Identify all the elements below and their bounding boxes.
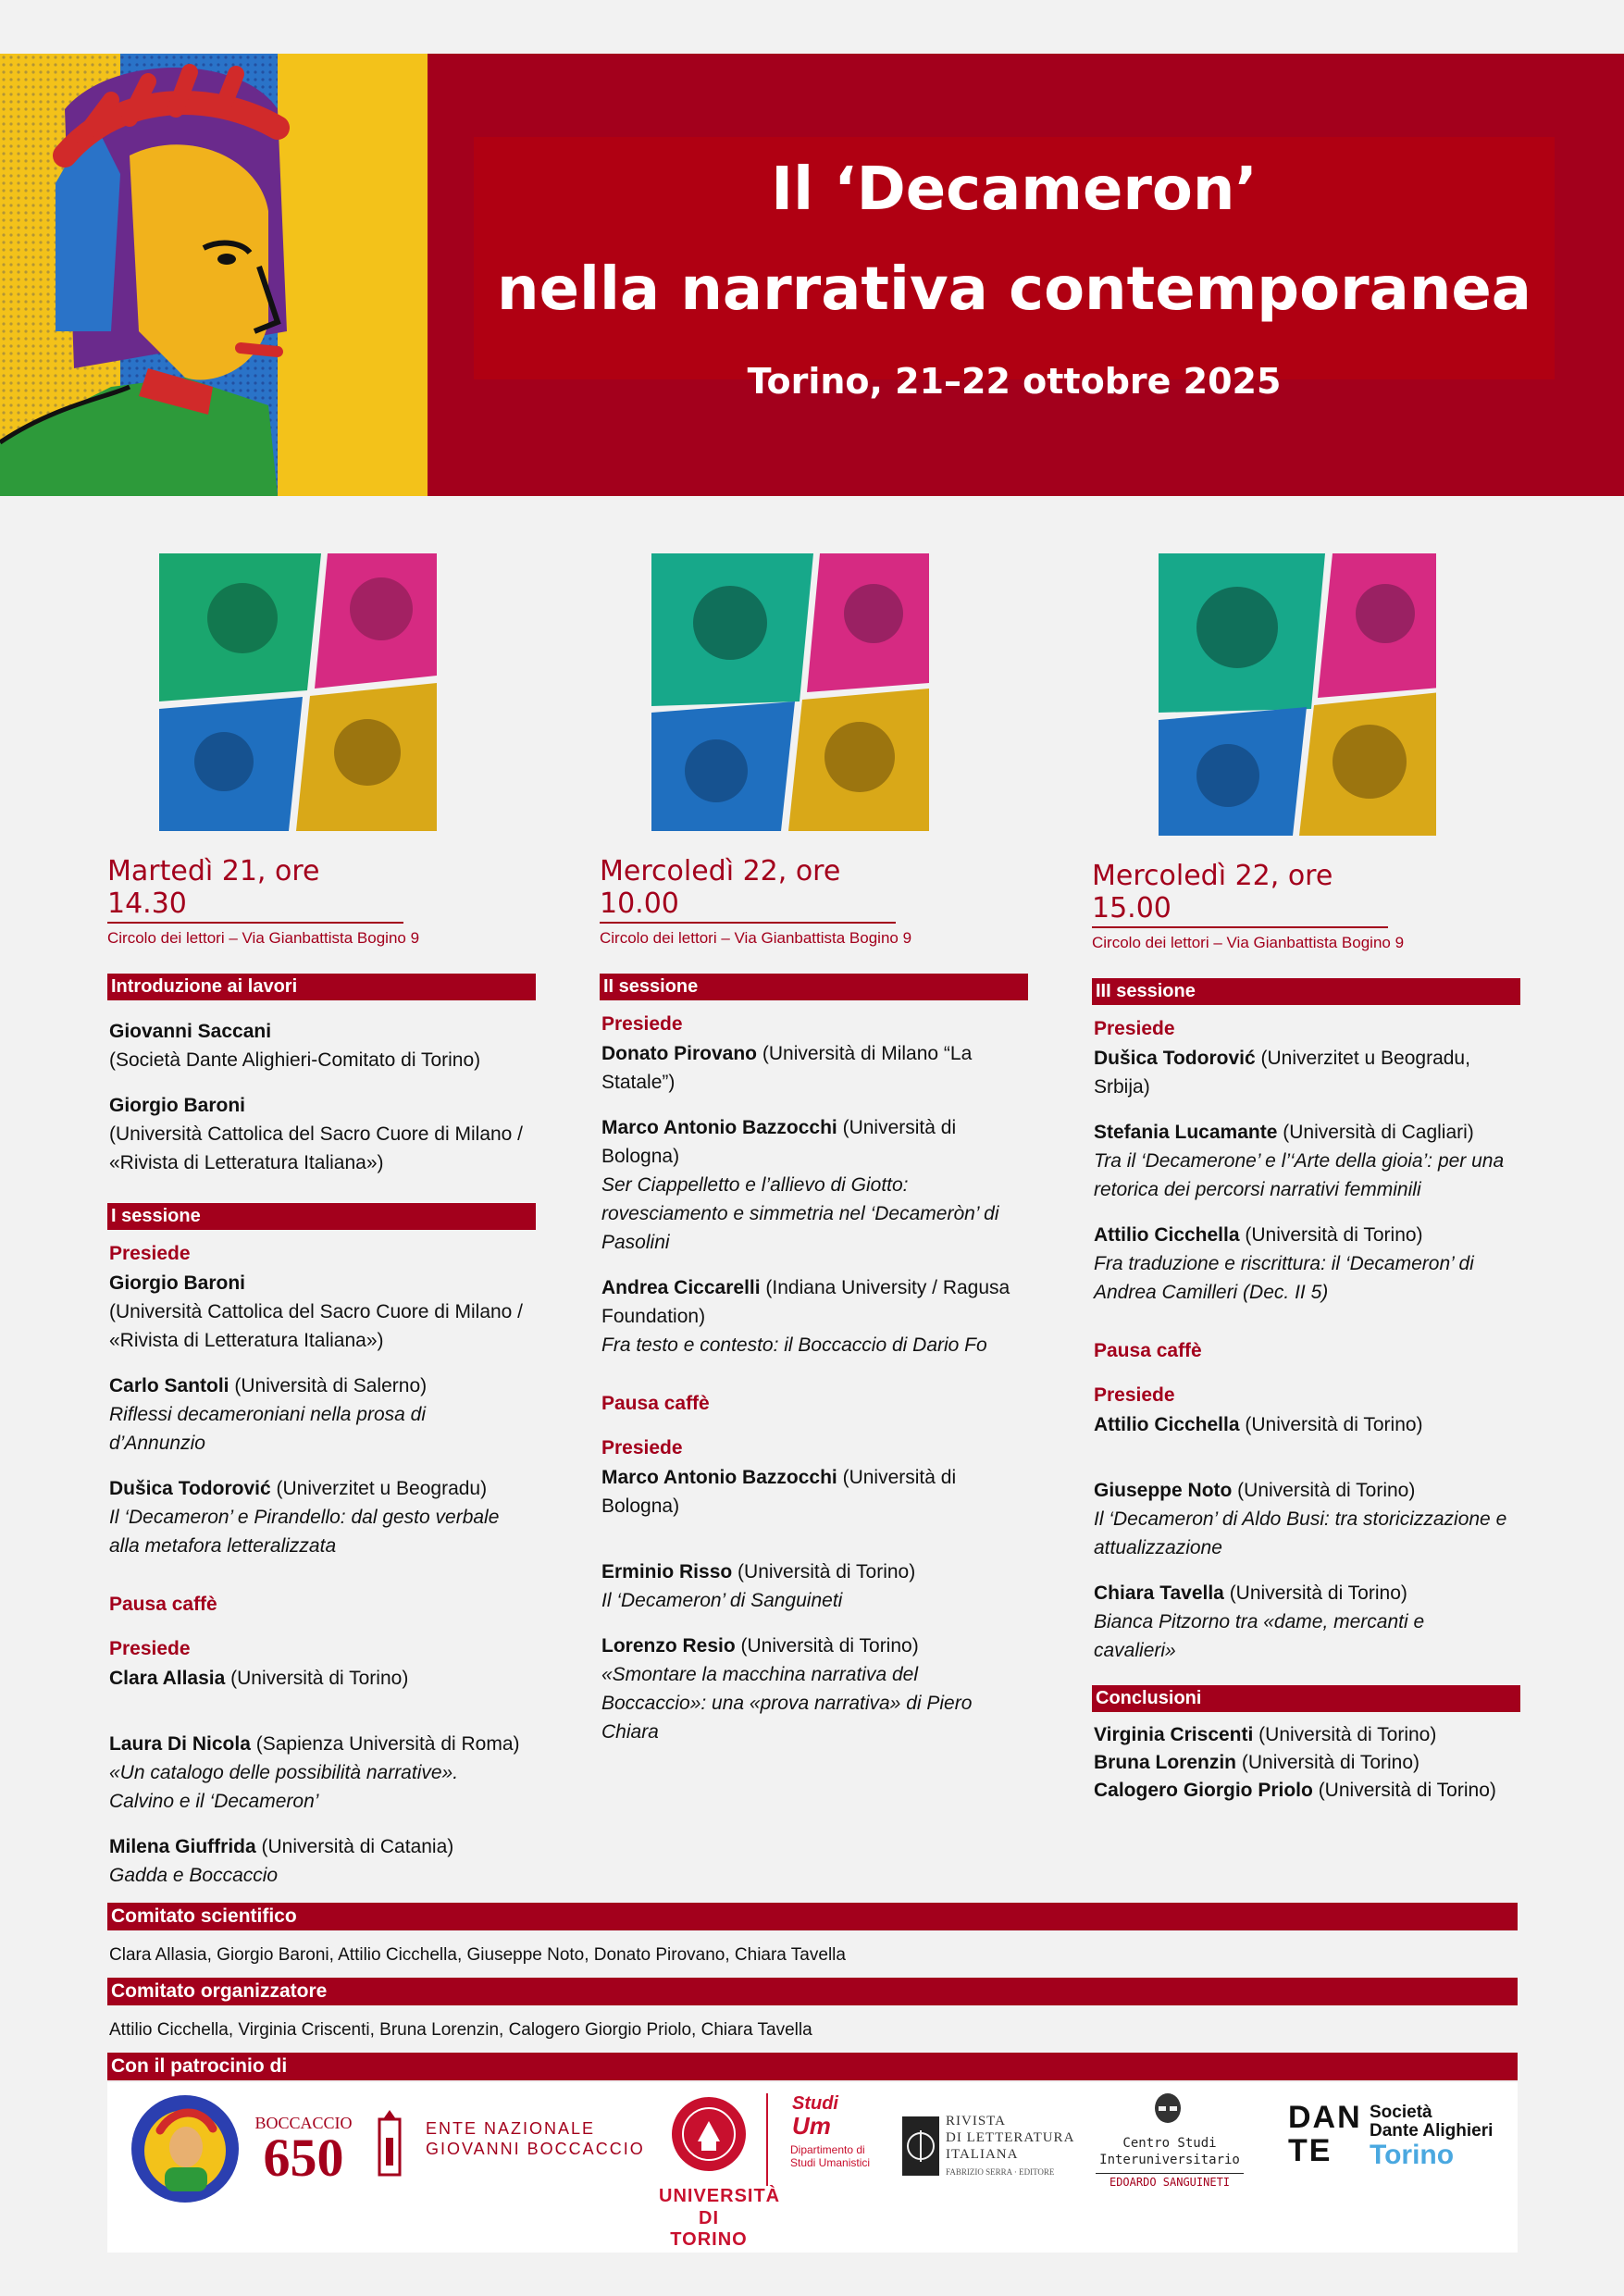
speaker-affiliation: (Univerzitet u Beogradu) (270, 1478, 488, 1499)
speaker-affiliation: (Università di Torino) (1236, 1752, 1420, 1773)
patrocinio-bar: Con il patrocinio di (107, 2053, 1518, 2080)
speaker-name: Laura Di Nicola (109, 1733, 251, 1755)
chair-affiliation: (Università di Torino) (225, 1668, 409, 1689)
header-banner (0, 54, 1624, 496)
dante-mark-top: DAN (1288, 2100, 1362, 2135)
speaker-affiliation: (Indiana University / Ragusa Foundation) (601, 1277, 1010, 1327)
chair-affiliation: (Università di Bologna) (601, 1467, 957, 1517)
talk-title: «Un catalogo delle possibilità narrative». Calvino e il ‘Decameron’ (109, 1762, 459, 1812)
speaker-name: Calogero Giorgio Priolo (1094, 1780, 1313, 1801)
talk-title: Riflessi decameroniani nella prosa di d’Annunzio (109, 1404, 427, 1454)
chair-name: Marco Antonio Bazzocchi (601, 1467, 837, 1488)
title-box (474, 137, 1555, 379)
talk-entry (600, 1113, 1016, 1257)
sponsor-logos-strip (107, 2082, 1518, 2253)
author-photo-collage (651, 553, 929, 831)
rivista-emblem-icon (901, 2116, 940, 2177)
chair-entry (107, 1664, 524, 1693)
session-day-time: Martedì 21, ore 14.30 (107, 855, 403, 924)
speaker-name: Milena Giuffrida (109, 1836, 256, 1857)
speaker-name: Chiara Tavella (1094, 1582, 1224, 1604)
chair-entry (600, 1463, 1016, 1520)
chair-name: Clara Allasia (109, 1668, 226, 1689)
speaker-name: Marco Antonio Bazzocchi (601, 1117, 837, 1138)
speaker-name: Erminio Risso (601, 1561, 733, 1582)
talk-entry (107, 1730, 524, 1816)
talk-entry (1092, 1476, 1508, 1562)
talk-title: Ser Ciappelletto e l’allievo di Giotto: rovesciamento e simmetria nel ‘Decameròn’ di Pasolini (601, 1174, 999, 1253)
conclusion-speaker (1092, 1777, 1508, 1805)
event-subtitle: Torino, 21–22 ottobre 2025 (747, 361, 1282, 402)
presiede-label: Presiede (109, 1638, 191, 1659)
speaker-affiliation: (Università di Torino) (735, 1635, 919, 1657)
speaker-name: Carlo Santoli (109, 1375, 229, 1396)
unito-line2: DI TORINO (670, 2208, 748, 2250)
sanguineti-portrait-icon (1147, 2091, 1188, 2128)
dante-line3: Torino (1370, 2140, 1455, 2170)
speaker-affiliation: (Università di Torino) (1223, 1582, 1407, 1604)
author-photo-collage (159, 553, 437, 831)
talk-entry (1092, 1221, 1508, 1307)
pausa-caffe-label: Pausa caffè (109, 1594, 217, 1615)
session-venue: Circolo dei lettori – Via Gianbattista Bogino 9 (600, 929, 912, 947)
presiede-label: Presiede (601, 1437, 683, 1458)
rivista-line4: FABRIZIO SERRA · EDITORE (946, 2167, 1055, 2177)
speaker-name: Dušica Todorović (109, 1478, 271, 1499)
comitato-organizzatore-names: Attilio Cicchella, Virginia Criscenti, Bruna Lorenzin, Calogero Giorgio Priolo, Chiara Tavella (109, 2020, 812, 2040)
column-day1 (107, 553, 542, 1890)
session-venue: Circolo dei lettori – Via Gianbattista Bogino 9 (107, 929, 420, 947)
chair-entry (107, 1269, 524, 1355)
speaker-name: Andrea Ciccarelli (601, 1277, 761, 1298)
speaker-name: Stefania Lucamante (1094, 1122, 1278, 1143)
chair-name: Giorgio Baroni (109, 1272, 245, 1294)
talk-title: Fra traduzione e riscrittura: il ‘Decameron’ di Andrea Camilleri (Dec. II 5) (1094, 1253, 1474, 1303)
centro-line1: Centro Studi (1122, 2136, 1217, 2151)
chair-affiliation: (Università di Milano “La Statale”) (601, 1043, 973, 1093)
speaker-name: Lorenzo Resio (601, 1635, 736, 1657)
speaker-entry (107, 1017, 524, 1074)
talk-entry (107, 1832, 524, 1890)
speaker-affiliation: (Università di Catania) (255, 1836, 454, 1857)
ente-boccaccio-icon (376, 2110, 403, 2180)
speaker-affiliation: (Università di Torino) (1239, 1224, 1423, 1246)
speaker-name: Virginia Criscenti (1094, 1724, 1254, 1745)
session-day-time: Mercoledì 22, ore 15.00 (1092, 860, 1388, 928)
column-day2-morning (600, 553, 1035, 1746)
studium-line1: Studi (792, 2093, 838, 2114)
session-venue: Circolo dei lettori – Via Gianbattista Bogino 9 (1092, 934, 1405, 951)
talk-entry (107, 1474, 524, 1560)
comitato-scientifico-bar: Comitato scientifico (107, 1903, 1518, 1930)
rivista-line3: ITALIANA (946, 2147, 1019, 2162)
speaker-affiliation: (Università di Torino) (732, 1561, 916, 1582)
session-day-time: Mercoledì 22, ore 10.00 (600, 855, 896, 924)
centro-line2: Interuniversitario (1099, 2153, 1240, 2167)
speaker-name: Giovanni Saccani (109, 1021, 272, 1042)
studium-line4: Studi Umanistici (790, 2156, 871, 2169)
talk-entry (600, 1558, 1016, 1615)
talk-entry (107, 1371, 524, 1458)
talk-title: «Smontare la macchina narrativa del Boccaccio»: una «prova narrativa» di Piero Chiara (601, 1664, 973, 1743)
presiede-label: Presiede (1094, 1018, 1175, 1039)
chair-affiliation: (Univerzitet u Beogradu, Srbija) (1094, 1048, 1470, 1098)
rivista-line1: RIVISTA (946, 2114, 1006, 2128)
speaker-affiliation: (Università di Torino) (1253, 1724, 1437, 1745)
chair-entry (1092, 1044, 1508, 1101)
centro-line3: EDOARDO SANGUINETI (1096, 2173, 1244, 2189)
conclusion-speaker (1092, 1721, 1508, 1749)
studium-line2: Um (792, 2112, 831, 2140)
speaker-affiliation: (Università Cattolica del Sacro Cuore di Milano / «Rivista di Letteratura Italiana») (109, 1123, 524, 1173)
session-bar: I sessione (107, 1203, 536, 1230)
comitato-organizzatore-bar: Comitato organizzatore (107, 1978, 1518, 2005)
chair-name: Donato Pirovano (601, 1043, 758, 1064)
chair-affiliation: (Università Cattolica del Sacro Cuore di Milano / «Rivista di Letteratura Italiana») (109, 1301, 524, 1351)
talk-title: Il ‘Decameron’ di Sanguineti (601, 1590, 843, 1611)
chair-entry (1092, 1410, 1508, 1439)
unito-line1: UNIVERSITÀ (659, 2186, 781, 2206)
unito-divider (766, 2093, 768, 2186)
session-bar: II sessione (600, 974, 1028, 1000)
speaker-entry (107, 1091, 524, 1177)
boccaccio-650-label: BOCCACCIO (254, 2114, 353, 2132)
speaker-affiliation: (Università di Torino) (1232, 1480, 1416, 1501)
chair-entry (600, 1039, 1016, 1097)
presiede-label: Presiede (601, 1013, 683, 1035)
speaker-name: Giuseppe Noto (1094, 1480, 1233, 1501)
speaker-affiliation: (Sapienza Università di Roma) (250, 1733, 520, 1755)
dante-portrait-illustration (0, 54, 428, 496)
ente-line2: GIOVANNI BOCCACCIO (426, 2140, 645, 2158)
talk-title: Fra testo e contesto: il Boccaccio di Dario Fo (601, 1334, 987, 1356)
speaker-name: Bruna Lorenzin (1094, 1752, 1237, 1773)
unito-seal-icon (670, 2095, 748, 2173)
comitato-scientifico-names: Clara Allasia, Giorgio Baroni, Attilio Cicchella, Giuseppe Noto, Donato Pirovano, Chiara Tavella (109, 1945, 846, 1965)
studium-line3: Dipartimento di (790, 2143, 865, 2156)
boccaccio-portrait-logo (128, 2093, 243, 2204)
dante-line1: Società (1370, 2103, 1432, 2122)
talk-title: Bianca Pitzorno tra «dame, mercanti e cavalieri» (1094, 1611, 1425, 1661)
conclusion-speaker (1092, 1749, 1508, 1777)
speaker-affiliation: (Università di Cagliari) (1277, 1122, 1474, 1143)
intro-bar: Introduzione ai lavori (107, 974, 536, 1000)
chair-name: Attilio Cicchella (1094, 1414, 1240, 1435)
speaker-affiliation: (Università di Bologna) (601, 1117, 957, 1167)
talk-entry (1092, 1579, 1508, 1665)
talk-title: Gadda e Boccaccio (109, 1865, 279, 1886)
session-bar: III sessione (1092, 978, 1520, 1005)
title-line-2: nella narrativa contemporanea (497, 255, 1531, 324)
pausa-caffe-label: Pausa caffè (601, 1393, 710, 1414)
column-day2-afternoon (1092, 553, 1527, 1805)
talk-entry (600, 1273, 1016, 1359)
rivista-line2: DI LETTERATURA (946, 2130, 1075, 2145)
talk-entry (600, 1632, 1016, 1746)
speaker-affiliation: (Università di Salerno) (229, 1375, 428, 1396)
speaker-affiliation: (Società Dante Alighieri-Comitato di Torino) (109, 1049, 481, 1071)
talk-title: Il ‘Decameron’ e Pirandello: dal gesto verbale alla metafora letteralizzata (109, 1507, 500, 1557)
talk-entry (1092, 1118, 1508, 1204)
talk-title: Il ‘Decameron’ di Aldo Busi: tra storicizzazione e attualizzazione (1094, 1508, 1507, 1558)
chair-name: Dušica Todorović (1094, 1048, 1256, 1069)
talk-title: Tra il ‘Decamerone’ e l’‘Arte della gioia’: per una retorica dei percorsi narrativi femminili (1094, 1150, 1505, 1200)
speaker-name: Giorgio Baroni (109, 1095, 245, 1116)
conclusioni-bar: Conclusioni (1092, 1685, 1520, 1712)
speaker-affiliation: (Università di Torino) (1312, 1780, 1496, 1801)
speaker-name: Attilio Cicchella (1094, 1224, 1240, 1246)
chair-affiliation: (Università di Torino) (1239, 1414, 1423, 1435)
dante-mark-bottom: TE (1288, 2133, 1333, 2168)
dante-line2: Dante Alighieri (1370, 2121, 1494, 2141)
pausa-caffe-label: Pausa caffè (1094, 1340, 1202, 1361)
title-line-1: Il ‘Decameron’ (771, 155, 1258, 224)
boccaccio-650-number: 650 (263, 2128, 344, 2188)
presiede-label: Presiede (109, 1243, 191, 1264)
author-photo-collage (1159, 553, 1436, 836)
presiede-label: Presiede (1094, 1384, 1175, 1406)
ente-line1: ENTE NAZIONALE (426, 2119, 596, 2138)
